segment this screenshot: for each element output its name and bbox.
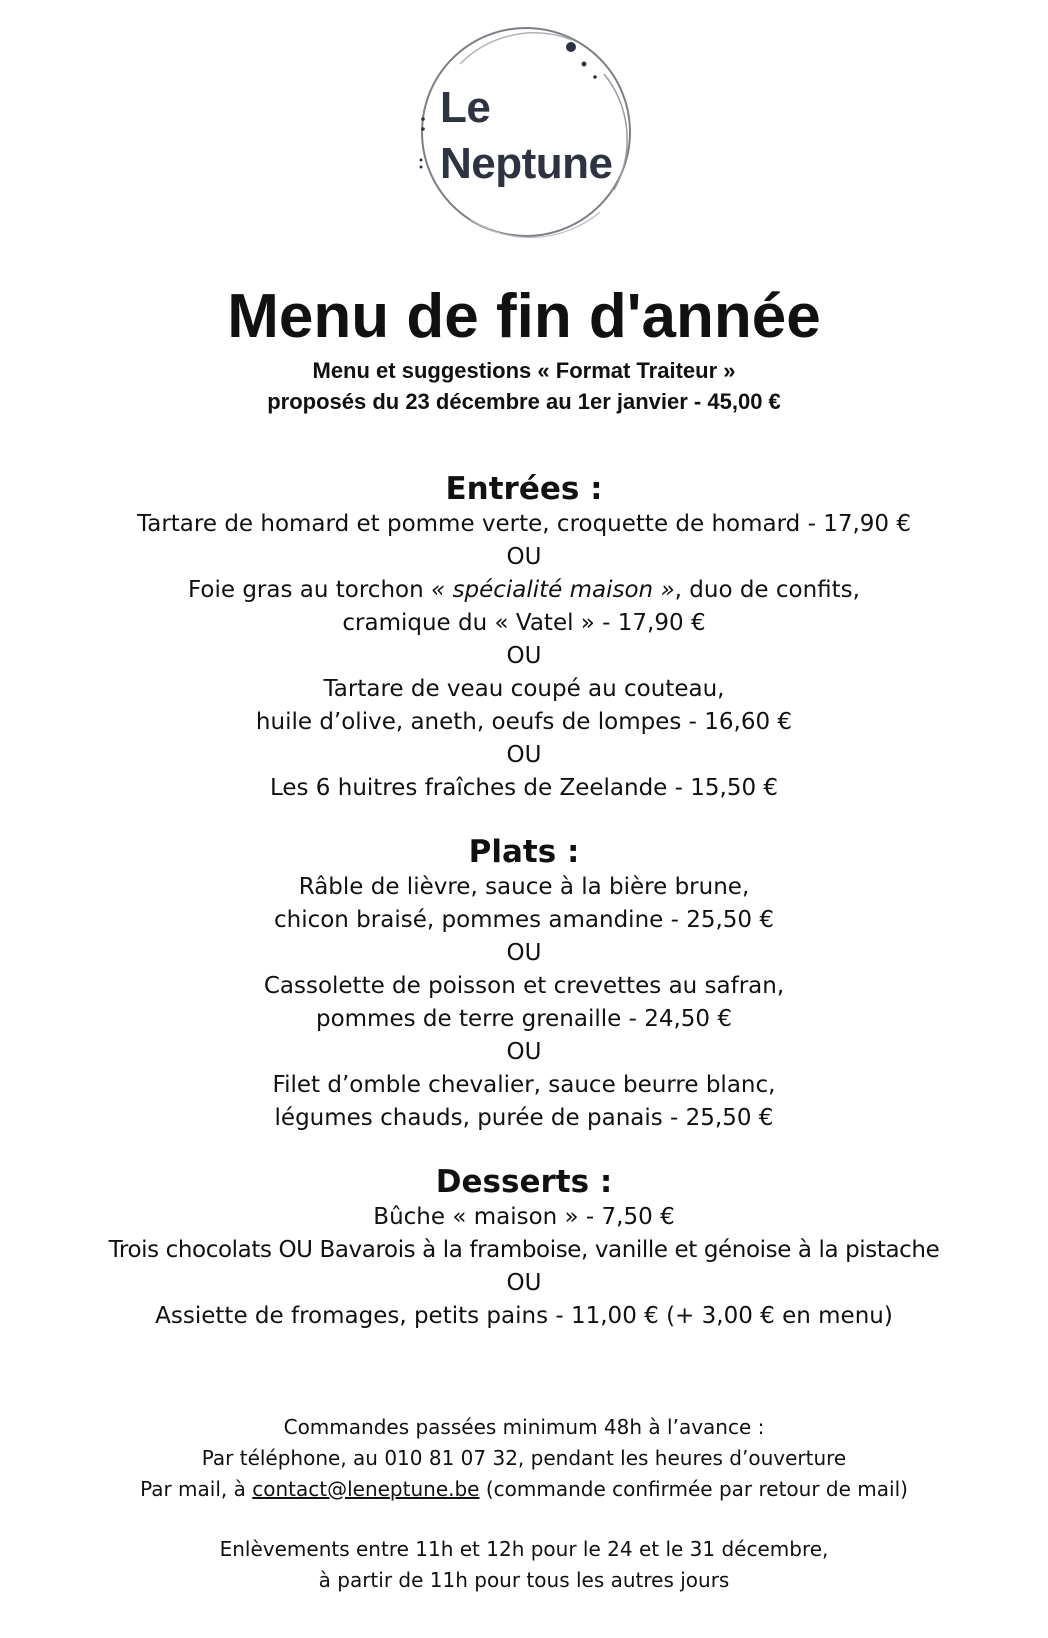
or-separator: OU [506,1039,542,1065]
dessert-item-chocolats-bavarois: Trois chocolats OU Bavarois à la framboise, vanille et génoise à la pistache [108,1237,940,1263]
section-entrees [0,470,1048,805]
logo-text-neptune: Neptune [440,139,613,188]
page-title: Menu de fin d'année [227,282,821,351]
plat-item-cassolette: Cassolette de poisson et crevettes au safran, [263,973,785,999]
plat-item-omble-line2: légumes chauds, purée de panais - 25,50 € [274,1105,774,1131]
dessert-item-buche: Bûche « maison » - 7,50 € [373,1204,675,1230]
section-desserts [0,1163,1048,1333]
footer-mail-info [0,1474,1048,1505]
footer-pickup-info [0,1534,1048,1596]
footer-pickup-line1: Enlèvements entre 11h et 12h pour le 24 et le 31 décembre, [219,1537,829,1561]
entree-foie-gras-text: Foie gras au torchon [188,577,431,603]
entree-foie-gras-text-end: , duo de confits, [674,577,860,603]
or-separator: OU [506,940,542,966]
logo-text-le: Le [440,83,491,132]
subtitle-format: Menu et suggestions « Format Traiteur » [312,358,736,383]
section-title-desserts: Desserts : [435,1164,613,1200]
section-title-entrees: Entrées : [445,471,603,507]
email-link[interactable]: contact@leneptune.be [252,1477,480,1501]
footer-mail-suffix: (commande confirmée par retour de mail) [479,1477,908,1501]
restaurant-logo [400,14,650,264]
plat-item-cassolette-line2: pommes de terre grenaille - 24,50 € [315,1006,733,1032]
menu-body [0,470,1048,1361]
entree-item-foie-gras [0,574,1048,607]
entree-item-homard: Tartare de homard et pomme verte, croquette de homard - 17,90 € [137,511,911,537]
plat-item-lievre-line2: chicon braisé, pommes amandine - 25,50 € [273,907,775,933]
section-plats [0,833,1048,1135]
section-title-plats: Plats : [468,834,580,870]
entree-item-tartare-veau-line2: huile d’olive, aneth, oeufs de lompes - 16,60 € [255,709,793,735]
plat-item-lievre: Râble de lièvre, sauce à la bière brune, [298,874,750,900]
footer-ordering-info [0,1412,1048,1505]
plat-item-omble: Filet d’omble chevalier, sauce beurre blanc, [272,1072,776,1098]
footer-pickup-line2: à partir de 11h pour tous les autres jours [318,1568,730,1592]
dessert-item-fromages: Assiette de fromages, petits pains - 11,00 € (+ 3,00 € en menu) [155,1303,893,1329]
footer-order-notice: Commandes passées minimum 48h à l’avance : [283,1415,765,1439]
entree-item-huitres: Les 6 huitres fraîches de Zeelande - 15,50 € [269,775,779,801]
or-separator: OU [506,643,542,669]
or-separator: OU [506,1270,542,1296]
footer-mail-prefix: Par mail, à [140,1477,253,1501]
entree-item-foie-gras-line2: cramique du « Vatel » - 17,90 € [342,610,706,636]
footer-phone-info: Par téléphone, au 010 81 07 32, pendant les heures d’ouverture [201,1446,847,1470]
or-separator: OU [506,544,542,570]
subtitle-dates-price: proposés du 23 décembre au 1er janvier - 45,00 € [267,389,781,414]
or-separator: OU [506,742,542,768]
entree-foie-gras-speciality: « spécialité maison » [430,577,675,603]
entree-item-tartare-veau: Tartare de veau coupé au couteau, [323,676,725,702]
